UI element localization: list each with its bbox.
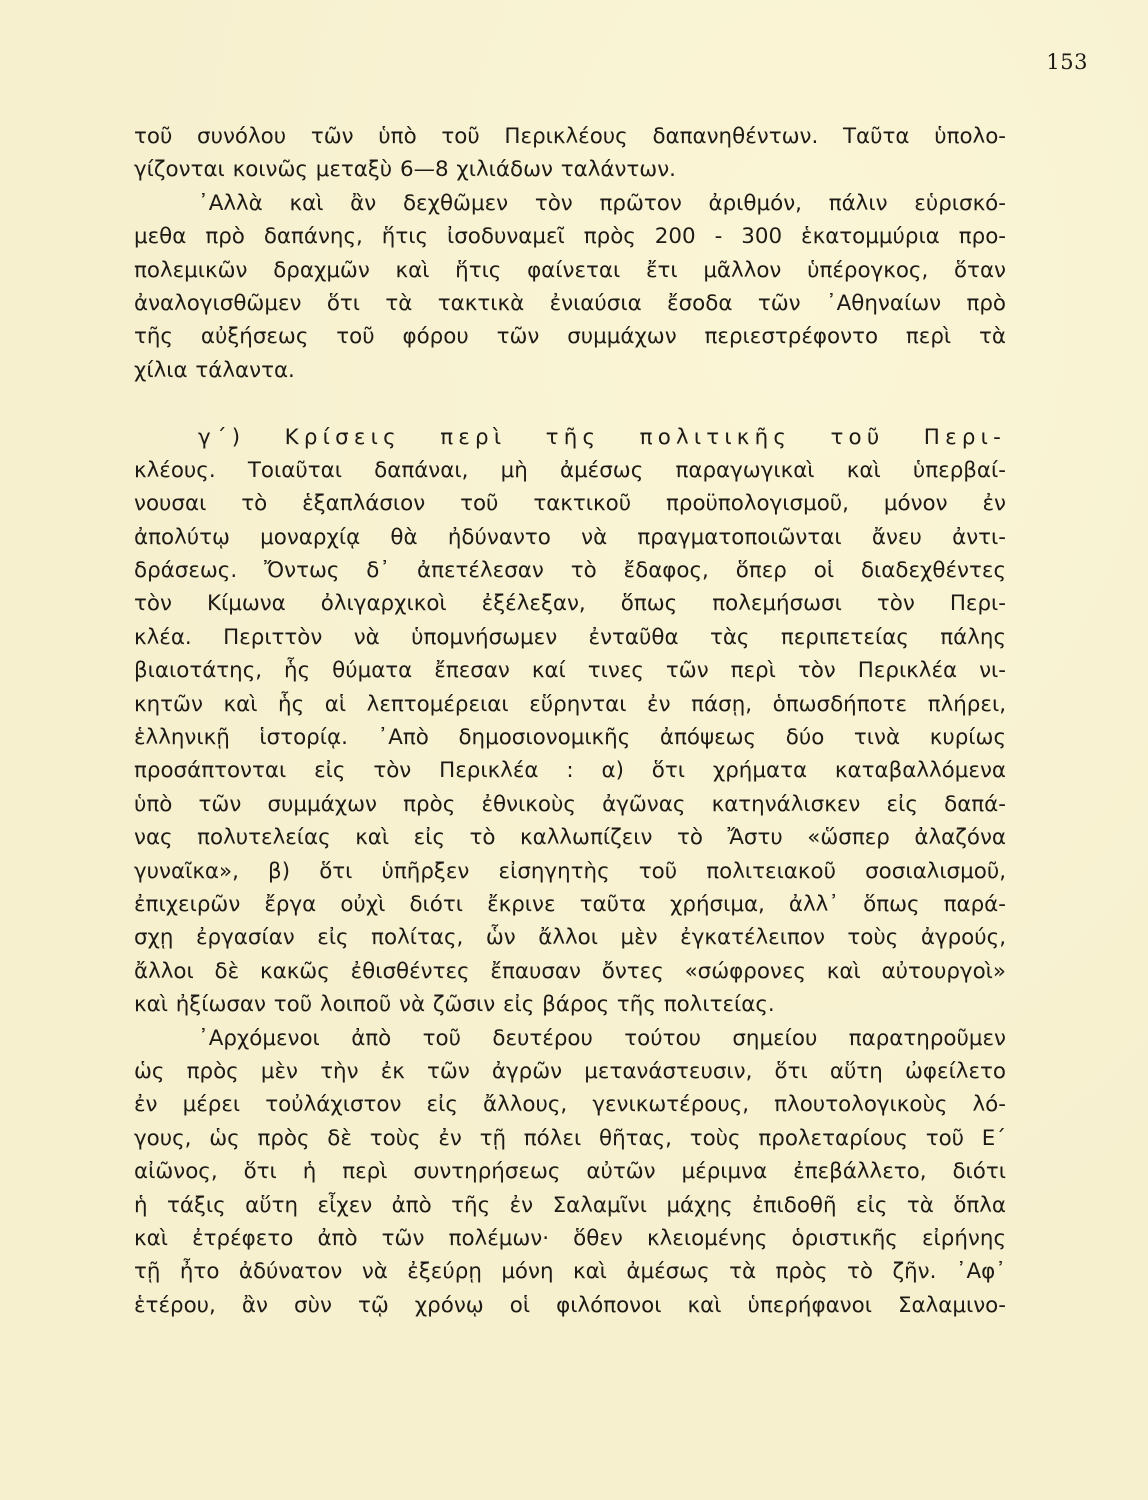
text-line: χίλια τάλαντα. [134, 357, 295, 383]
text-line: γίζονται κοινῶς μεταξὺ 6—8 χιλιάδων ταλάντων. [134, 157, 676, 183]
text-line: γους, ὡς πρὸς δὲ τοὺς ἐν τῇ πόλει θῆτας, τοὺς προλεταρίους τοῦ Ε΄ [134, 1125, 1006, 1151]
text-line: ἡ τάξις αὕτη εἶχεν ἀπὸ τῆς ἐν Σαλαμῖνι μάχης ἐπιδοθῆ εἰς τὰ ὅπλα [134, 1192, 1006, 1218]
text-line: δράσεως. Ὄντως δ᾿ ἀπετέλεσαν τὸ ἔδαφος, ὅπερ οἱ διαδεχθέντες [134, 558, 1006, 584]
body-text [134, 120, 1006, 1322]
text-line: τὸν Κίμωνα ὀλιγαρχικοὶ ἐξέλεξαν, ὅπως πολεμήσωσι τὸν Περι- [134, 591, 1006, 617]
text-line: τῇ ἦτο ἀδύνατον νὰ ἐξεύρῃ μόνη καὶ ἀμέσως τὰ πρὸς τὸ ζῆν. ᾿Αφ᾿ [134, 1259, 1006, 1285]
text-line: κητῶν καὶ ἧς αἱ λεπτομέρειαι εὕρηνται ἐν πάσῃ, ὁπωσδήποτε πλήρει, [134, 691, 1006, 717]
text-line: καὶ ἠξίωσαν τοῦ λοιποῦ νὰ ζῶσιν εἰς βάρος τῆς πολιτείας. [134, 992, 775, 1018]
text-line: κλέους. Τοιαῦται δαπάναι, μὴ ἀμέσως παραγωγικαὶ καὶ ὑπερβαί- [134, 457, 1006, 483]
paragraph-gap [134, 387, 1006, 420]
text-line: ᾿Αλλὰ καὶ ἂν δεχθῶμεν τὸν πρῶτον ἀριθμόν, πάλιν εὑρισκό- [198, 190, 1006, 216]
text-line: ᾿Αρχόμενοι ἀπὸ τοῦ δευτέρου τούτου σημείου παρατηροῦμεν [198, 1025, 1006, 1051]
text-line: αἰῶνος, ὅτι ἡ περὶ συντηρήσεως αὐτῶν μέριμνα ἐπεβάλλετο, διότι [134, 1159, 1006, 1185]
text-line: ἑτέρου, ἂν σὺν τῷ χρόνῳ οἱ φιλόπονοι καὶ ὑπερήφανοι Σαλαμινο- [134, 1292, 1006, 1318]
text-line: νουσαι τὸ ἑξαπλάσιον τοῦ τακτικοῦ προϋπολογισμοῦ, μόνον ἐν [134, 491, 1006, 517]
text-line: ὑπὸ τῶν συμμάχων πρὸς ἐθνικοὺς ἀγῶνας κατηνάλισκεν εἰς δαπά- [134, 791, 1006, 817]
text-line: ἀναλογισθῶμεν ὅτι τὰ τακτικὰ ἐνιαύσια ἔσοδα τῶν ᾿Αθηναίων πρὸ [134, 290, 1006, 316]
page-number: 153 [1046, 50, 1088, 74]
text-line: ἄλλοι δὲ κακῶς ἐθισθέντες ἔπαυσαν ὄντες «σώφρονες καὶ αὐτουργοὶ» [134, 958, 1006, 984]
text-line: νας πολυτελείας καὶ εἰς τὸ καλλωπίζειν τὸ Ἄστυ «ὥσπερ ἀλαζόνα [134, 825, 1006, 851]
text-line: καὶ ἐτρέφετο ἀπὸ τῶν πολέμων· ὅθεν κλειομένης ὁριστικῆς εἰρήνης [134, 1225, 1006, 1251]
text-line: ἐπιχειρῶν ἔργα οὐχὶ διότι ἔκρινε ταῦτα χρήσιμα, ἀλλ᾿ ὅπως παρά- [134, 891, 1006, 917]
text-line: τοῦ συνόλου τῶν ὑπὸ τοῦ Περικλέους δαπανηθέντων. Ταῦτα ὑπολο- [134, 124, 1006, 149]
text-line: ἑλληνικῇ ἱστορίᾳ. ᾿Απὸ δημοσιονομικῆς ἀπόψεως δύο τινὰ κυρίως [134, 725, 1006, 751]
text-line: γυναῖκα», β) ὅτι ὑπῆρξεν εἰσηγητὴς τοῦ πολιτειακοῦ σοσιαλισμοῦ, [134, 858, 1006, 884]
text-line: μεθα πρὸ δαπάνης, ἥτις ἰσοδυναμεῖ πρὸς 200 - 300 ἑκατομμύρια προ- [134, 224, 1006, 250]
text-line: προσάπτονται εἰς τὸν Περικλέα : α) ὅτι χρήματα καταβαλλόμενα [134, 758, 1006, 784]
section-heading-line: γ΄) Κρίσεις περὶ τῆς πολιτικῆς τοῦ Περι- [198, 424, 1006, 450]
text-line: τῆς αὐξήσεως τοῦ φόρου τῶν συμμάχων περιεστρέφοντο περὶ τὰ [134, 324, 1006, 350]
text-line: ἀπολύτῳ μοναρχίᾳ θὰ ἠδύναντο νὰ πραγματοποιῶνται ἄνευ ἀντι- [134, 524, 1006, 550]
text-line: ὡς πρὸς μὲν τὴν ἐκ τῶν ἀγρῶν μετανάστευσιν, ὅτι αὕτη ὠφείλετο [134, 1058, 1006, 1084]
text-line: κλέα. Περιττὸν νὰ ὑπομνήσωμεν ἐνταῦθα τὰς περιπετείας πάλης [134, 624, 1006, 650]
text-line: ἐν μέρει τοὐλάχιστον εἰς ἄλλους, γενικωτέρους, πλουτολογικοὺς λό- [134, 1092, 1006, 1118]
text-line: σχῃ ἐργασίαν εἰς πολίτας, ὧν ἄλλοι μὲν ἐγκατέλειπον τοὺς ἀγρούς, [134, 925, 1006, 951]
text-line: βιαιοτάτης, ἧς θύματα ἔπεσαν καί τινες τῶν περὶ τὸν Περικλέα νι- [134, 658, 1006, 684]
text-line: πολεμικῶν δραχμῶν καὶ ἥτις φαίνεται ἔτι μᾶλλον ὑπέρογκος, ὅταν [134, 257, 1006, 283]
